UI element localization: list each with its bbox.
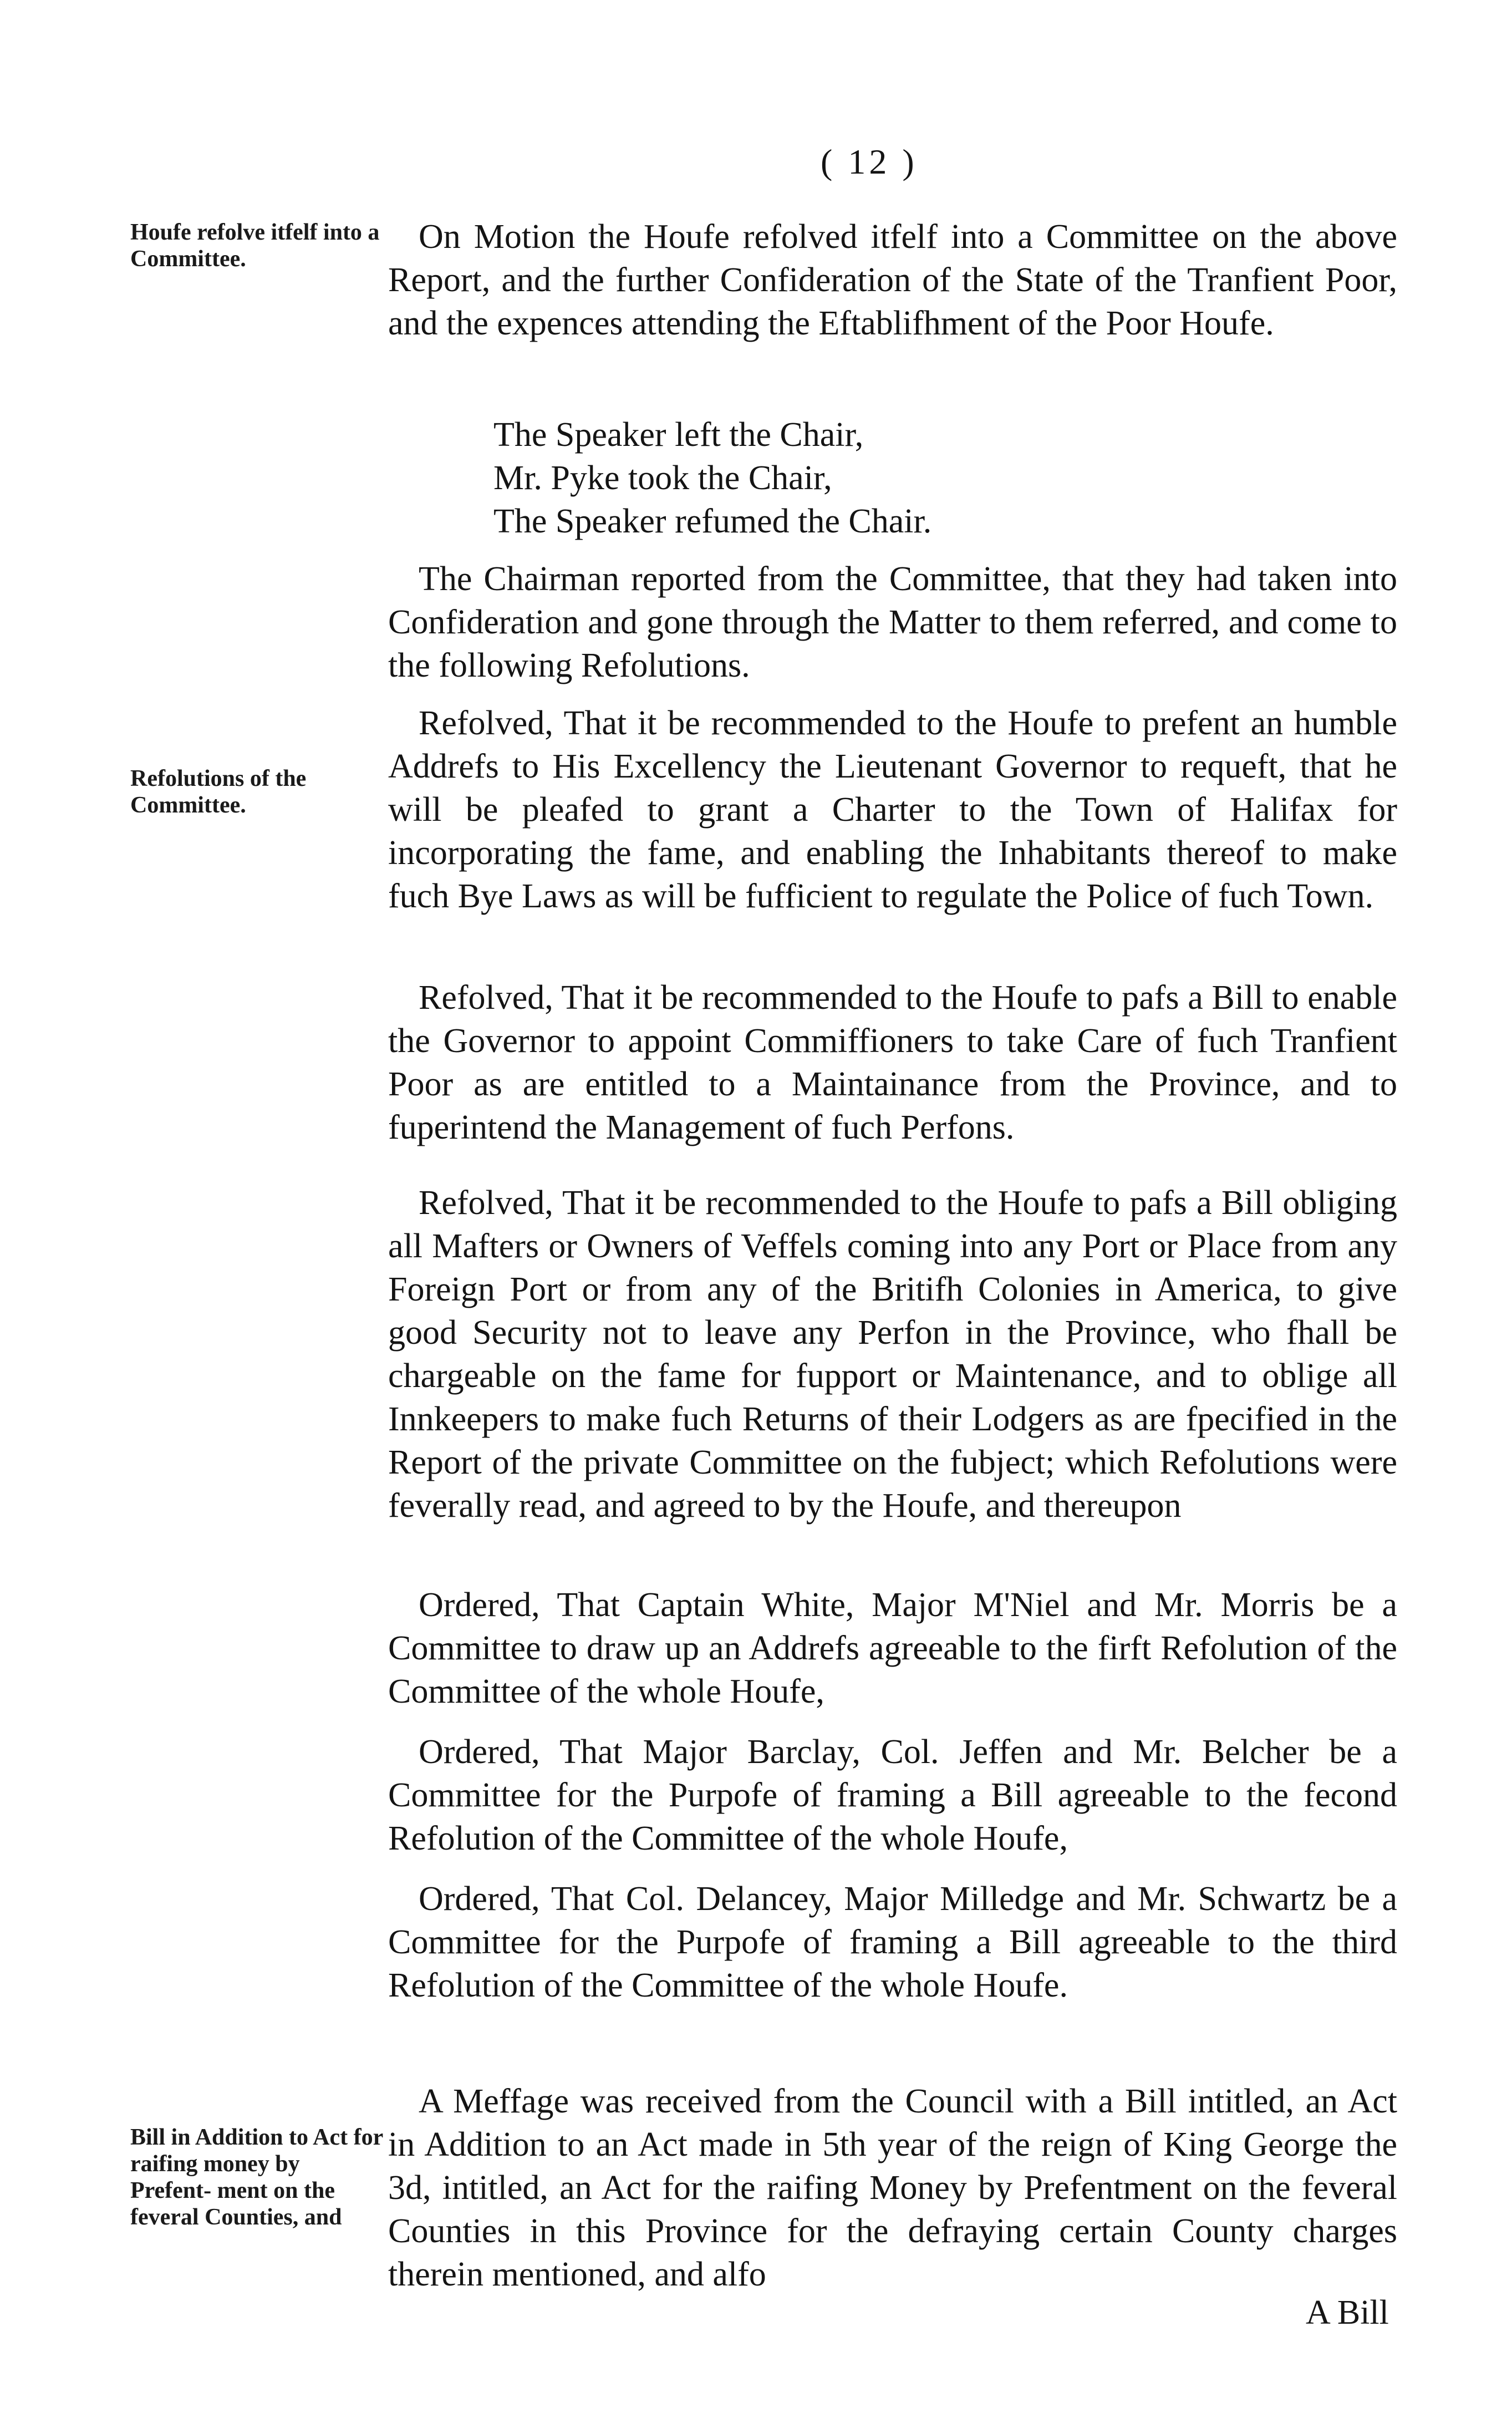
paragraph-resolved-commissioners: Refolved, That it be recommended to the Houfe to pafs a Bill to enable the Governor to appoint Commiffioners to take Care of fuch Tranfient Poor as are entitled to a Maintainance from the Province, and to fuperintend the Management of fuch Perfons. bbox=[388, 979, 1397, 1146]
page-number: ( 12 ) bbox=[821, 142, 918, 181]
paragraph-council-message: A Meffage was received from the Council with a Bill intitled, an Act in Addition to an Act made in 5th year of the reign of King George the 3d, intitled, an Act for the raifing Money by Prefentment on the feveral Counties in this Province for the defraying certain County charges therein mentioned, and alfo bbox=[388, 2082, 1397, 2293]
catchword: A Bill bbox=[1306, 2294, 1389, 2331]
paragraph-chairman-report: The Chairman reported from the Committee, that they had taken into Confideration and gone through the Matter to them referred, and come to the following Refolutions. bbox=[388, 560, 1397, 684]
paragraph-ordered-third-bill: Ordered, That Col. Delancey, Major Milledge and Mr. Schwartz be a Committee for the Purpofe of framing a Bill agreeable to the third Refolution of the Committee of the whole Houfe. bbox=[388, 1880, 1397, 2004]
paragraph-resolved-vessels: Refolved, That it be recommended to the Houfe to pafs a Bill obliging all Mafters or Owners of Veffels coming into any Port or Place from any Foreign Port or from any of the Britifh Colonies in America, to give good Security not to leave any Perfon in the Province, who fhall be chargeable on the fame for fupport or Maintenance, and to oblige all Innkeepers to make fuch Returns of their Lodgers as are fpecified in the Report of the private Committee on the fubject; which Refolutions were feverally read, and agreed to by the Houfe, and thereupon bbox=[388, 1184, 1397, 1525]
margin-note-committee: Houfe refolve itfelf into a Committee. bbox=[130, 220, 380, 272]
speaker-line-2: Mr. Pyke took the Chair, bbox=[493, 459, 832, 497]
paragraph-ordered-second-bill: Ordered, That Major Barclay, Col. Jeffen and Mr. Belcher be a Committee for the Purpofe of framing a Bill agreeable to the fecond Refolution of the Committee of the whole Houfe, bbox=[388, 1733, 1397, 1857]
paragraph-motion: On Motion the Houfe refolved itfelf into a Committee on the above Report, and the further Confideration of the State of the Tranfient Poor, and the expences attending the Eftablifhment of the Poor Houfe. bbox=[388, 218, 1397, 342]
paragraph-ordered-address: Ordered, That Captain White, Major M'Niel and Mr. Morris be a Committee to draw up an Addrefs agreeable to the firft Refolution of the Committee of the whole Houfe, bbox=[388, 1586, 1397, 1710]
speaker-lines bbox=[493, 413, 1325, 543]
paragraph-resolved-charter: Refolved, That it be recommended to the Houfe to prefent an humble Addrefs to His Excellency the Lieutenant Governor to requeft, that he will be pleafed to grant a Charter to the Town of Halifax for incorporating the fame, and enabling the Inhabitants thereof to make fuch Bye Laws as will be fufficient to regulate the Police of fuch Town. bbox=[388, 704, 1397, 915]
speaker-line-1: The Speaker left the Chair, bbox=[493, 416, 864, 454]
margin-note-resolutions: Refolutions of the Committee. bbox=[130, 766, 307, 818]
speaker-line-3: The Speaker refumed the Chair. bbox=[493, 502, 932, 540]
margin-note-bill: Bill in Addition to Act for raifing money by Prefent- ment on the feveral Counties, and bbox=[130, 2125, 383, 2230]
